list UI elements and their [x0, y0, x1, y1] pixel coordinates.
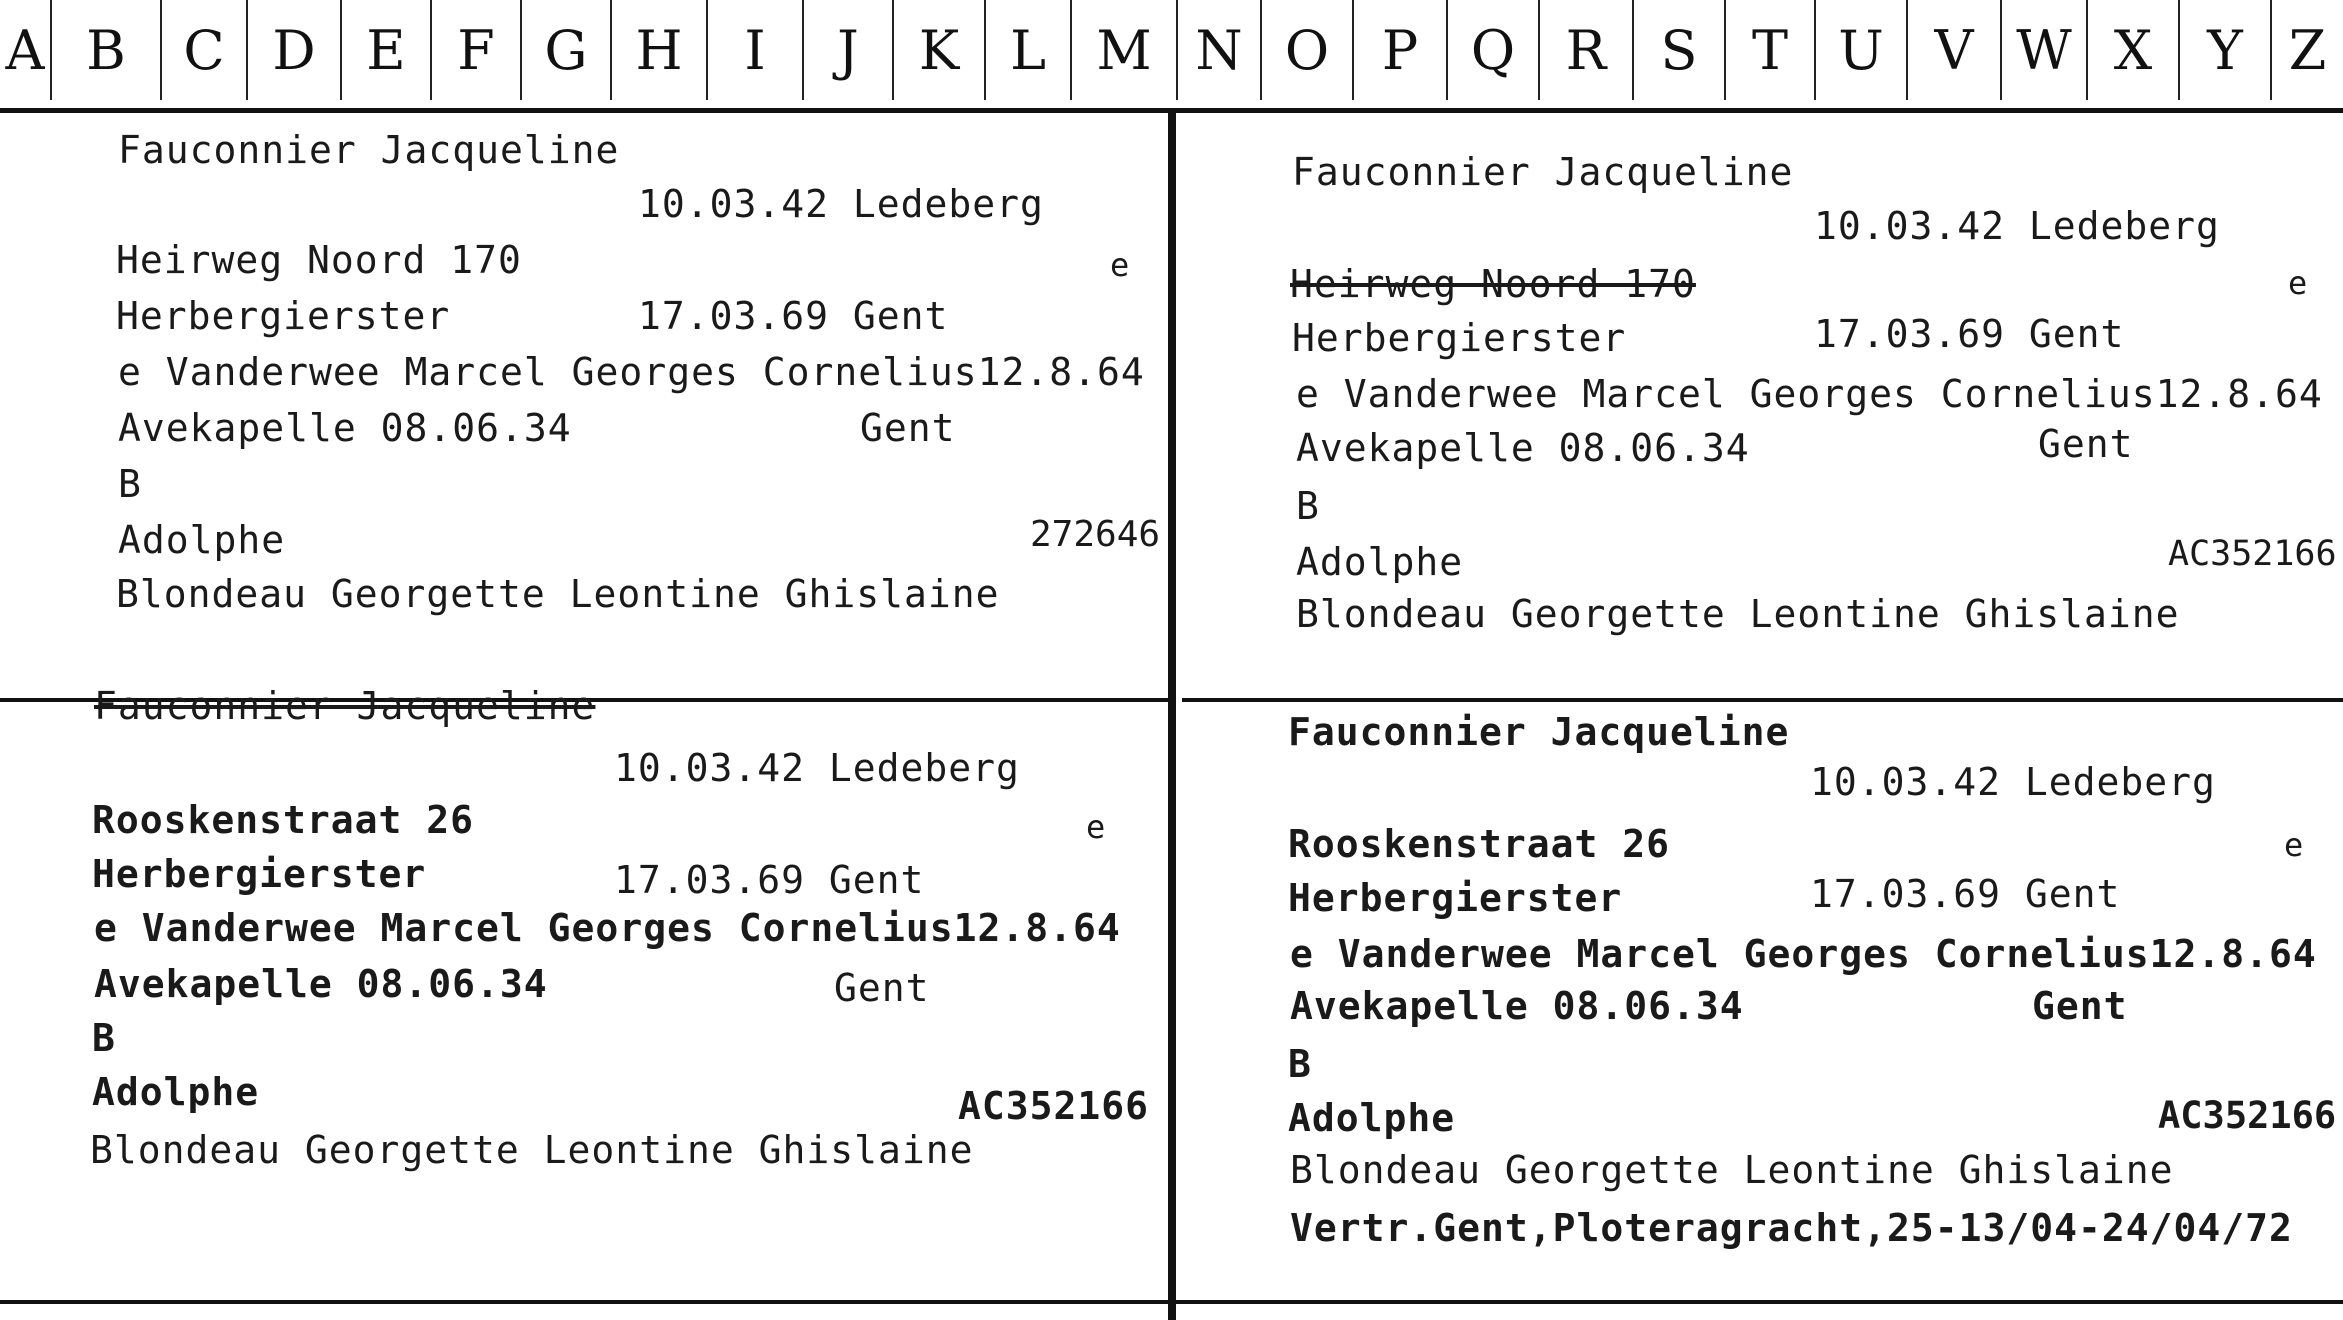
index-letter-u: U — [1816, 0, 1908, 100]
card-birth: 10.03.42 Ledeberg — [1810, 760, 2216, 804]
index-letter-v: V — [1908, 0, 2002, 100]
card-occupation: Herbergierster — [1288, 876, 1623, 920]
card-occupation: Herbergierster — [1292, 316, 1627, 360]
card-address: Heirweg Noord 170 — [116, 238, 522, 282]
card-number: AC352166 — [2168, 534, 2337, 574]
card-divider-vertical — [1168, 108, 1176, 1320]
card-occupation-date: 17.03.69 Gent — [1810, 872, 2121, 916]
card-birth: 10.03.42 Ledeberg — [614, 746, 1020, 790]
card-mother: Blondeau Georgette Leontine Ghislaine — [116, 572, 1000, 616]
card-spouse-birth: Avekapelle 08.06.34 — [118, 406, 572, 450]
card-spouse-place: Gent — [834, 966, 930, 1010]
card-occupation: Herbergierster — [116, 294, 451, 338]
index-letter-j: J — [804, 0, 894, 100]
card-marker: e — [2288, 264, 2309, 302]
index-letter-k: K — [894, 0, 986, 100]
card-birth: 10.03.42 Ledeberg — [638, 182, 1044, 226]
card-nationality: B — [118, 462, 142, 506]
index-letter-p: P — [1354, 0, 1448, 100]
index-letter-b: B — [52, 0, 162, 100]
card-father: Adolphe — [118, 518, 286, 562]
card-marker: e — [1110, 246, 1131, 284]
card-name: Fauconnier Jacqueline — [1288, 710, 1790, 754]
index-letter-q: Q — [1448, 0, 1540, 100]
card-spouse: e Vanderwee Marcel Georges Cornelius12.8.64 — [118, 350, 1145, 394]
card-address-struck: Heirweg Noord 170 — [1290, 262, 1696, 306]
card-name-struck: Fauconnier Jacqueline — [94, 684, 596, 728]
card-bottom-rule — [0, 1300, 2343, 1304]
index-letter-d: D — [248, 0, 342, 100]
index-letter-l: L — [986, 0, 1072, 100]
index-letter-y: Y — [2180, 0, 2272, 100]
card-occupation: Herbergierster — [92, 852, 427, 896]
index-letter-a: A — [0, 0, 52, 100]
card-spouse: e Vanderwee Marcel Georges Cornelius12.8.64 — [94, 906, 1121, 950]
card-name: Fauconnier Jacqueline — [1292, 150, 1794, 194]
card-spouse-place: Gent — [2038, 422, 2134, 466]
index-letter-o: O — [1262, 0, 1354, 100]
card-spouse-birth: Avekapelle 08.06.34 — [1296, 426, 1750, 470]
card-number: 272646 — [1030, 514, 1161, 555]
card-spouse-place: Gent — [2032, 984, 2128, 1028]
index-letter-e: E — [342, 0, 432, 100]
index-letter-c: C — [162, 0, 248, 100]
card-mother: Blondeau Georgette Leontine Ghislaine — [1290, 1148, 2174, 1192]
card-name: Fauconnier Jacqueline — [118, 128, 620, 172]
card-nationality: B — [1288, 1042, 1312, 1086]
card-nationality: B — [1296, 484, 1320, 528]
card-marker: e — [2284, 826, 2305, 864]
index-letter-i: I — [708, 0, 804, 100]
card-address: Rooskenstraat 26 — [92, 798, 475, 842]
card-father: Adolphe — [92, 1070, 260, 1114]
index-letter-g: G — [522, 0, 612, 100]
card-father: Adolphe — [1296, 540, 1464, 584]
card-occupation-date: 17.03.69 Gent — [638, 294, 949, 338]
card-spouse-place: Gent — [860, 406, 956, 450]
index-letter-r: R — [1540, 0, 1634, 100]
card-mother: Blondeau Georgette Leontine Ghislaine — [1296, 592, 2180, 636]
card-divider-right — [1182, 698, 2343, 702]
card-occupation-date: 17.03.69 Gent — [614, 858, 925, 902]
card-father: Adolphe — [1288, 1096, 1456, 1140]
card-number: AC352166 — [2158, 1094, 2337, 1137]
card-spouse-birth: Avekapelle 08.06.34 — [1290, 984, 1744, 1028]
card-marker: e — [1086, 808, 1107, 846]
card-number: AC352166 — [958, 1084, 1150, 1128]
index-letter-s: S — [1634, 0, 1726, 100]
index-letter-x: X — [2088, 0, 2180, 100]
index-letter-w: W — [2002, 0, 2088, 100]
card-address: Rooskenstraat 26 — [1288, 822, 1671, 866]
card-note: Vertr.Gent,Ploteragracht,25-13/04-24/04/72 — [1290, 1206, 2293, 1250]
card-birth: 10.03.42 Ledeberg — [1814, 204, 2220, 248]
card-spouse: e Vanderwee Marcel Georges Cornelius12.8.64 — [1296, 372, 2323, 416]
card-spouse: e Vanderwee Marcel Georges Cornelius12.8.64 — [1290, 932, 2317, 976]
card-nationality: B — [92, 1016, 116, 1060]
alphabet-index-strip — [0, 0, 2343, 113]
index-letter-n: N — [1178, 0, 1262, 100]
index-letter-f: F — [432, 0, 522, 100]
index-letter-z: Z — [2288, 18, 2327, 82]
card-spouse-birth: Avekapelle 08.06.34 — [94, 962, 548, 1006]
index-letter-h: H — [612, 0, 708, 100]
card-occupation-date: 17.03.69 Gent — [1814, 312, 2125, 356]
card-mother: Blondeau Georgette Leontine Ghislaine — [90, 1128, 974, 1172]
index-letter-t: T — [1726, 0, 1816, 100]
index-letter-m: M — [1072, 0, 1178, 100]
